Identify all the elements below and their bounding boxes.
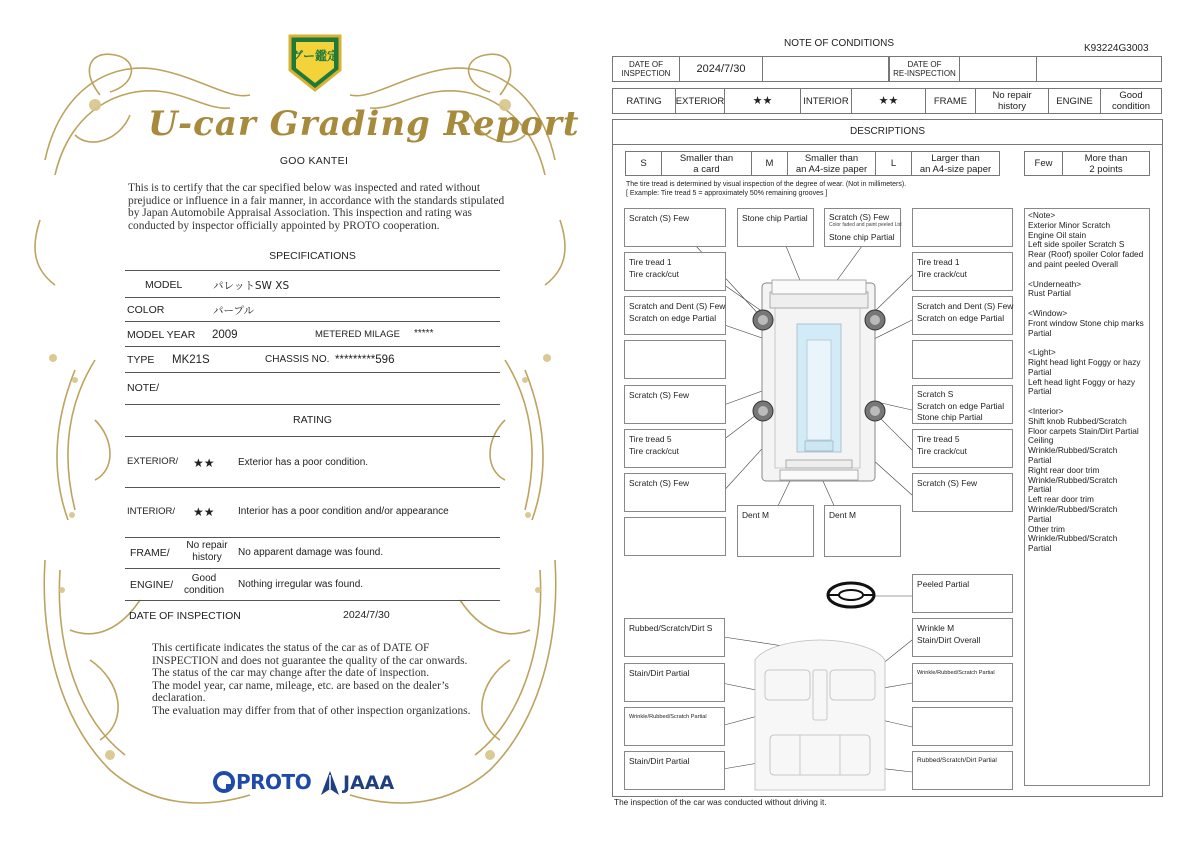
rating-row-frame (125, 537, 500, 569)
note-line: Partial (1028, 543, 1052, 554)
damage-line: Scratch and Dent (S) Few (629, 301, 726, 311)
damage-line: Tire crack/cut (629, 446, 679, 456)
engine-value-line: Good (1119, 90, 1143, 101)
frame-label: FRAME/ (130, 547, 170, 559)
report-subtitle: GOO KANTEI (279, 155, 349, 167)
interior-box-left-front-door-trim: Wrinkle/Rubbed/Scratch Partial (624, 707, 725, 746)
note-line: Other trim (1028, 523, 1065, 534)
note-line: and paint peeled Overall (1028, 258, 1118, 269)
type-label: TYPE (127, 354, 155, 366)
damage-line: Scratch on edge Partial (629, 313, 717, 323)
label-line: DATE OF (628, 60, 664, 69)
note-line: Floor carpets Stain/Dirt Partial (1028, 425, 1139, 436)
disclaimer-line: This certificate indicates the status of the car as of DATE OF (152, 642, 430, 654)
interior-line: Stain/Dirt Overall (917, 635, 981, 645)
intro-line: This is to certify that the car specified below was inspected and rated without (128, 182, 481, 194)
date-of-inspection-value: 2024/7/30 (679, 56, 763, 82)
color-value: パープル (213, 305, 255, 317)
note-line: Partial (1028, 327, 1052, 338)
damage-box-left-front-door (624, 340, 726, 379)
spec-row-note (125, 372, 500, 405)
note-line: Partial (1028, 386, 1052, 397)
exterior-label: EXTERIOR/ (127, 456, 179, 467)
frame-value (177, 540, 237, 564)
tire-note-line: The tire tread is determined by visual inspection of the degree of wear. (Not in millimeters). (626, 181, 907, 188)
note-line: Wrinkle/Rubbed/Scratch (1028, 445, 1118, 456)
interior-box-driver-seat: Stain/Dirt Partial (624, 663, 725, 702)
interior-label: INTERIOR (800, 88, 852, 114)
interior-stars: ★★ (851, 88, 926, 114)
note-line: Partial (1028, 513, 1052, 524)
note-line: <Interior> (1028, 405, 1064, 416)
spec-row-model-year (125, 321, 500, 347)
note-line: <Underneath> (1028, 278, 1082, 289)
damage-line: Tire tread 5 (917, 434, 960, 444)
note-line: Right rear door trim (1028, 464, 1100, 475)
condition-notes (1024, 208, 1150, 786)
exterior-stars: ★★ (724, 88, 801, 114)
goo-kantei-badge (286, 32, 344, 94)
interior-box-right-front-door-trim: Wrinkle/Rubbed/Scratch Partial (912, 663, 1013, 702)
damage-box-front-roof (824, 208, 901, 247)
legend-line: an A4-size paper (795, 163, 868, 175)
note-line: Partial (1028, 454, 1052, 465)
steering-wheel-icon (828, 583, 874, 607)
interior-description: Interior has a poor condition and/or appearance (238, 506, 449, 517)
damage-line: Color faded and paint peeled Ltd (829, 222, 902, 228)
spec-row-type (125, 346, 500, 373)
report-title: U-car Grading Report (148, 104, 580, 144)
damage-line: Stone chip Partial (829, 232, 895, 242)
engine-value-line: condition (1111, 101, 1151, 112)
exterior-stars: ★★ (193, 456, 215, 470)
tire-note-line: [ Example: Tire tread 5 = approximately 50% remaining grooves ] (626, 190, 828, 197)
interior-cabin-diagram (755, 640, 885, 790)
proto-logo (213, 770, 311, 794)
damage-box-left-rear-quarter: Scratch (S) Few (624, 473, 726, 512)
jaaa-logo (320, 770, 394, 796)
interior-label: INTERIOR/ (127, 506, 176, 517)
damage-line: Stone chip Partial (917, 412, 983, 422)
interior-stars: ★★ (193, 505, 215, 519)
interior-box-dashboard (912, 618, 1013, 657)
engine-description: Nothing irregular was found. (238, 579, 364, 590)
damage-line: Tire crack/cut (917, 269, 967, 279)
damage-box-front-hood: Stone chip Partial (737, 208, 814, 247)
frame-value-line: No repair (186, 540, 228, 551)
damage-line: Tire tread 1 (917, 257, 960, 267)
note-line: Wrinkle/Rubbed/Scratch (1028, 474, 1118, 485)
legend-line: Smaller than (804, 152, 859, 164)
label-line: DATE OF (907, 60, 942, 69)
damage-box-front-right (912, 208, 1013, 247)
engine-value-line: condition (183, 585, 225, 596)
note-line: Ceiling (1028, 435, 1054, 446)
certificate-disclaimer (152, 642, 482, 718)
legend-line: Larger than (931, 152, 980, 164)
interior-box-rear-trim: Rubbed/Scratch/Dirt Partial (912, 751, 1013, 790)
interior-box-ceiling: Rubbed/Scratch/Dirt S (624, 618, 725, 657)
interior-line: Wrinkle M (917, 623, 955, 633)
metered-mileage-label: METERED MILAGE (315, 329, 400, 340)
damage-box-right-rear-door (912, 385, 1013, 424)
rating-label: RATING (612, 88, 676, 114)
note-line: Left head light Foggy or hazy (1028, 376, 1136, 387)
engine-label: ENGINE (1048, 88, 1101, 114)
descriptions-heading: DESCRIPTIONS (612, 119, 1163, 145)
legend-line: a card (693, 163, 720, 175)
note-line: Exterior Minor Scratch (1028, 219, 1111, 230)
damage-box-right-rear-quarter: Scratch (S) Few (912, 473, 1013, 512)
conditions-heading: NOTE OF CONDITIONS (784, 38, 894, 49)
jaaa-logo-text: JAAA (343, 772, 395, 794)
model-year-value: 2009 (212, 329, 238, 341)
proto-logo-text: PROTO (236, 770, 312, 794)
disclaimer-line: The status of the car may change after the date of inspection. (152, 667, 430, 680)
note-line: Partial (1028, 484, 1052, 495)
damage-box-left-front-fender (624, 296, 726, 335)
note-line: Right head light Foggy or hazy (1028, 356, 1141, 367)
damage-box-right-front-door (912, 340, 1013, 379)
legend-few: Few (1024, 151, 1063, 176)
intro-line: prejudice or influence in a fair manner, in accordance with the standards stipulated (128, 194, 505, 207)
interior-box-rear-seat: Stain/Dirt Partial (624, 751, 725, 790)
damage-box-right-front-tire (912, 252, 1013, 291)
rating-row-date (125, 600, 500, 628)
note-line: Front window Stone chip marks (1028, 317, 1144, 328)
frame-label: FRAME (925, 88, 976, 114)
note-line: <Light> (1028, 347, 1056, 358)
jaaa-logo-icon (320, 770, 340, 796)
frame-value-line: history (192, 552, 222, 563)
note-of-conditions-sheet (600, 0, 1200, 848)
model-value: パレットSW XS (213, 280, 290, 292)
exterior-car-diagram (753, 280, 885, 481)
damage-line: Scratch on edge Partial (917, 313, 1005, 323)
specifications-heading: SPECIFICATIONS (269, 250, 356, 262)
label-line: INSPECTION (621, 69, 671, 78)
interior-box-floor (912, 707, 1013, 746)
model-year-label: MODEL YEAR (127, 329, 196, 341)
inspection-footer-note: The inspection of the car was conducted without driving it. (614, 797, 827, 807)
legend-line: an A4-size paper (919, 163, 992, 175)
color-label: COLOR (127, 304, 165, 316)
legend-line: More than (1084, 152, 1128, 164)
rating-row-exterior (125, 436, 500, 488)
note-line: <Window> (1028, 307, 1068, 318)
exterior-description: Exterior has a poor condition. (238, 457, 369, 468)
frame-value-line: history (998, 101, 1026, 112)
note-line: Rear (Roof) spoiler Color faded (1028, 249, 1144, 260)
note-line: Left rear door trim (1028, 494, 1094, 505)
metered-mileage-value: ***** (414, 328, 434, 339)
proto-logo-icon (213, 771, 235, 793)
legend-line: 2 points (1089, 163, 1123, 175)
note-line: Wrinkle/Rubbed/Scratch (1028, 503, 1118, 514)
legend-l: L (875, 151, 912, 176)
damage-box-right-rear-tire (912, 429, 1013, 468)
chassis-value: *********596 (335, 354, 395, 366)
note-line: Engine Oil stain (1028, 229, 1087, 240)
note-line: Wrinkle/Rubbed/Scratch (1028, 533, 1118, 544)
damage-line: Tire tread 1 (629, 257, 672, 267)
damage-line: Tire tread 5 (629, 434, 672, 444)
damage-line: Scratch S (917, 389, 954, 399)
spec-row-color (125, 296, 500, 322)
legend-s: S (625, 151, 662, 176)
damage-box-rear-gate: Dent M (737, 505, 814, 557)
rating-row-interior (125, 486, 500, 538)
label-line: RE-INSPECTION (893, 69, 956, 78)
note-line: Left side spoiler Scratch S (1028, 239, 1125, 250)
reference-number: K93224G3003 (1084, 43, 1149, 54)
damage-line: Tire crack/cut (917, 446, 967, 456)
interior-box-steering: Peeled Partial (912, 574, 1013, 613)
intro-line: by Japan Automobile Appraisal Association. This inspection and rating was (128, 207, 472, 220)
disclaimer-line: declaration. (152, 692, 206, 705)
damage-box-front-left: Scratch (S) Few (624, 208, 726, 247)
certification-intro (128, 182, 508, 232)
damage-box-left-rear-tire (624, 429, 726, 468)
damage-box-left-front-tire (624, 252, 726, 291)
damage-line: Scratch (S) Few (829, 212, 890, 222)
note-line: <Note> (1028, 210, 1056, 220)
svg-text:グー鑑定: グー鑑定 (290, 49, 340, 63)
intro-line: conducted by inspector officially appointed by PROTO cooperation. (128, 219, 440, 232)
engine-value-line: Good (191, 573, 217, 584)
type-value: MK21S (172, 354, 210, 366)
date-of-inspection-label: DATE OF INSPECTION (129, 610, 241, 622)
disclaimer-line: The model year, car name, mileage, etc. are based on the dealer’s (152, 679, 449, 692)
damage-line: Tire crack/cut (629, 269, 679, 279)
engine-label: ENGINE/ (130, 579, 174, 591)
date-of-inspection-value: 2024/7/30 (343, 609, 390, 621)
engine-value (177, 573, 231, 597)
legend-line: Smaller than (679, 152, 734, 164)
damage-box-right-front-fender (912, 296, 1013, 335)
damage-box-left-rear-door: Scratch (S) Few (624, 385, 726, 424)
damage-box-rear-left (624, 517, 726, 556)
note-line: Rust Partial (1028, 288, 1071, 299)
legend-m: M (751, 151, 788, 176)
frame-value-line: No repair (992, 90, 1032, 101)
rating-heading: RATING (293, 414, 332, 426)
note-label: NOTE/ (127, 382, 160, 394)
note-line: Shift knob Rubbed/Scratch (1028, 415, 1127, 426)
spec-row-model (125, 270, 500, 298)
rating-row-engine (125, 568, 500, 601)
disclaimer-line: The evaluation may differ from that of other inspection organizations. (152, 704, 471, 717)
model-label: MODEL (145, 279, 183, 291)
damage-line: Scratch on edge Partial (917, 400, 1005, 411)
note-line: Partial (1028, 366, 1052, 377)
disclaimer-line: INSPECTION and does not guarantee the quality of the car onwards. (152, 654, 468, 667)
damage-box-rear-bumper: Dent M (824, 505, 901, 557)
frame-description: No apparent damage was found. (238, 547, 384, 558)
damage-line: Scratch and Dent (S) Few (917, 301, 1014, 311)
chassis-label: CHASSIS NO. (265, 354, 330, 365)
exterior-label: EXTERIOR (675, 88, 725, 114)
